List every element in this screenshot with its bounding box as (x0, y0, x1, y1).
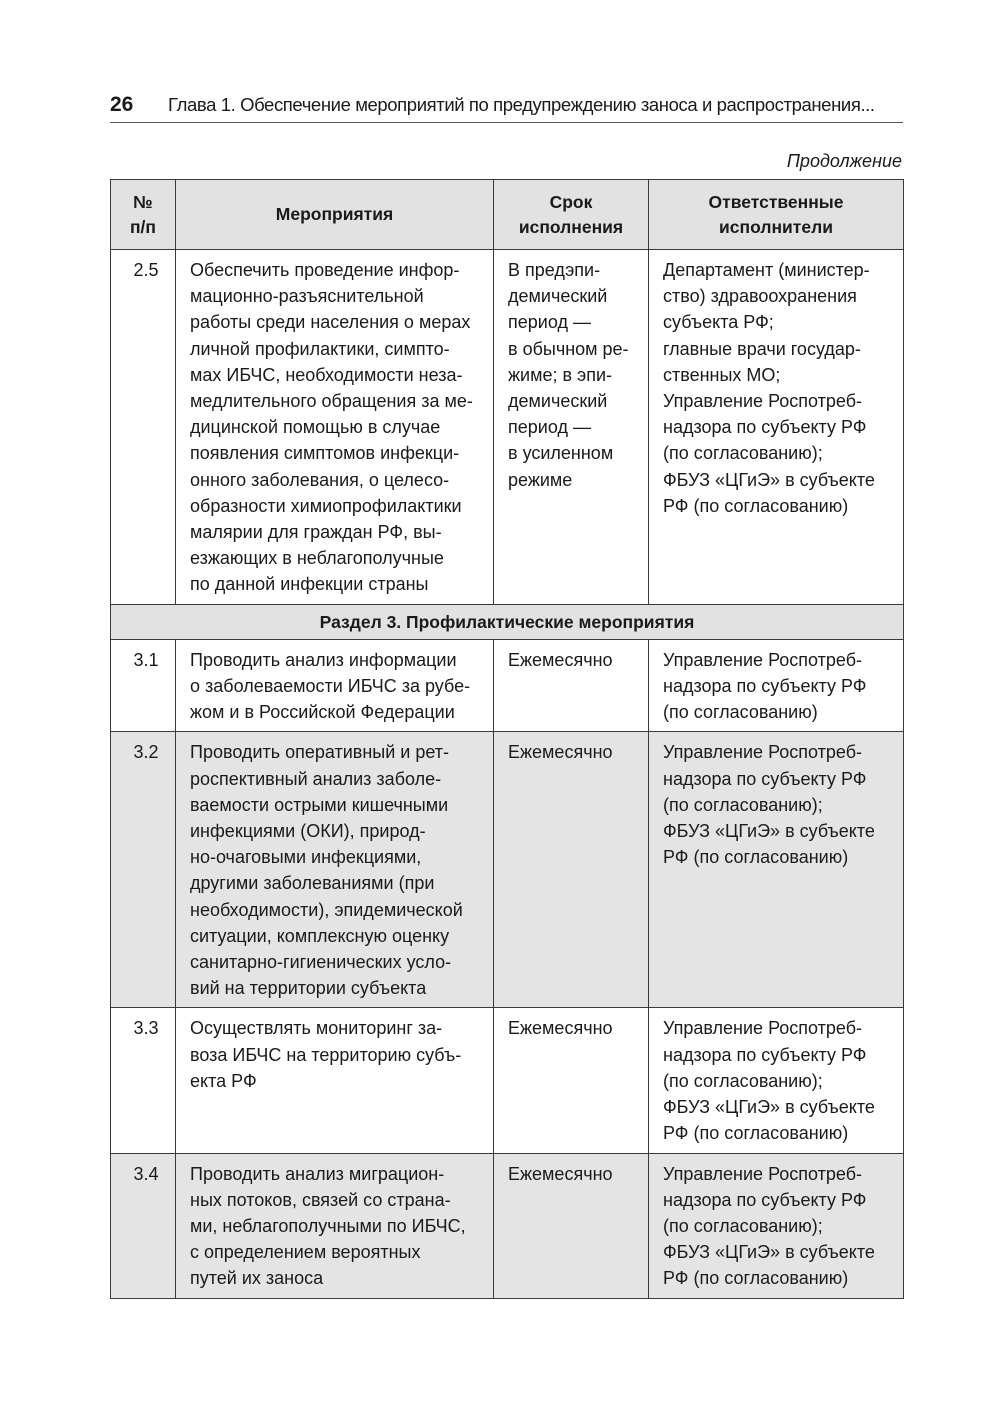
row-responsible: Управление Роспотреб- надзора по субъекту РФ (по согласованию) (649, 639, 904, 732)
table-row (111, 732, 904, 1008)
row-number: 2.5 (111, 250, 176, 605)
row-measure: Осуществлять мониторинг за- воза ИБЧС на территорию субъ- екта РФ (176, 1008, 494, 1153)
row-number: 3.2 (111, 732, 176, 1008)
running-head: Глава 1. Обеспечение мероприятий по предупреждению заноса и распространения... (168, 94, 875, 115)
column-header-responsible: Ответственные исполнители (649, 180, 904, 250)
row-responsible: Управление Роспотреб- надзора по субъекту РФ (по согласованию); ФБУЗ «ЦГиЭ» в субъекте РФ (по согласованию) (649, 732, 904, 1008)
row-term: В предэпи- демический период — в обычном ре- жиме; в эпи- демический период — в усиленном режиме (494, 250, 649, 605)
row-number: 3.1 (111, 639, 176, 732)
column-header-term: Срок исполнения (494, 180, 649, 250)
row-measure: Проводить оперативный и рет- роспективный анализ заболе- ваемости острыми кишечными инфекциями (ОКИ), природ- но-очаговыми инфекциями, другими заболеваниями (при необходимости), эпидемической ситуации, комплексную оценку санитарно-гигиенических усло- вий на территории субъекта (176, 732, 494, 1008)
continuation-label: Продолжение (786, 151, 902, 171)
column-header-number: № п/п (111, 180, 176, 250)
table-row (111, 1153, 904, 1298)
row-term: Ежемесячно (494, 732, 649, 1008)
row-responsible: Управление Роспотреб- надзора по субъекту РФ (по согласованию); ФБУЗ «ЦГиЭ» в субъекте РФ (по согласованию) (649, 1008, 904, 1153)
table-row (111, 250, 904, 605)
row-measure: Обеспечить проведение инфор- мационно-разъяснительной работы среди населения о мерах личной профилактики, симпто- мах ИБЧС, необходимости неза- медлительного обращения за ме- дицинской помощью в случае появления симптомов инфекци- онного заболевания, о целесо- образности химиопрофилактики малярии для граждан РФ, вы- езжающих в неблагополучные по данной инфекции страны (176, 250, 494, 605)
page-header (110, 88, 903, 123)
row-term: Ежемесячно (494, 1008, 649, 1153)
column-header-measures: Мероприятия (176, 180, 494, 250)
section-title: Раздел 3. Профилактические мероприятия (111, 604, 904, 639)
page-number: 26 (110, 93, 134, 116)
row-term: Ежемесячно (494, 1153, 649, 1298)
table-row (111, 1008, 904, 1153)
table-row (111, 639, 904, 732)
measures-table (110, 179, 904, 1299)
row-number: 3.4 (111, 1153, 176, 1298)
row-responsible: Департамент (министер- ство) здравоохранения субъекта РФ; главные врачи государ- ственных МО; Управление Роспотреб- надзора по субъекту РФ (по согласованию); ФБУЗ «ЦГиЭ» в субъекте РФ (по согласованию) (649, 250, 904, 605)
section-row (111, 604, 904, 639)
row-responsible: Управление Роспотреб- надзора по субъекту РФ (по согласованию); ФБУЗ «ЦГиЭ» в субъекте РФ (по согласованию) (649, 1153, 904, 1298)
row-term: Ежемесячно (494, 639, 649, 732)
row-measure: Проводить анализ информации о заболеваемости ИБЧС за рубе- жом и в Российской Федерации (176, 639, 494, 732)
row-number: 3.3 (111, 1008, 176, 1153)
table-header-row (111, 180, 904, 250)
row-measure: Проводить анализ миграцион- ных потоков, связей со страна- ми, неблагополучными по ИБЧС, с определением вероятных путей их заноса (176, 1153, 494, 1298)
